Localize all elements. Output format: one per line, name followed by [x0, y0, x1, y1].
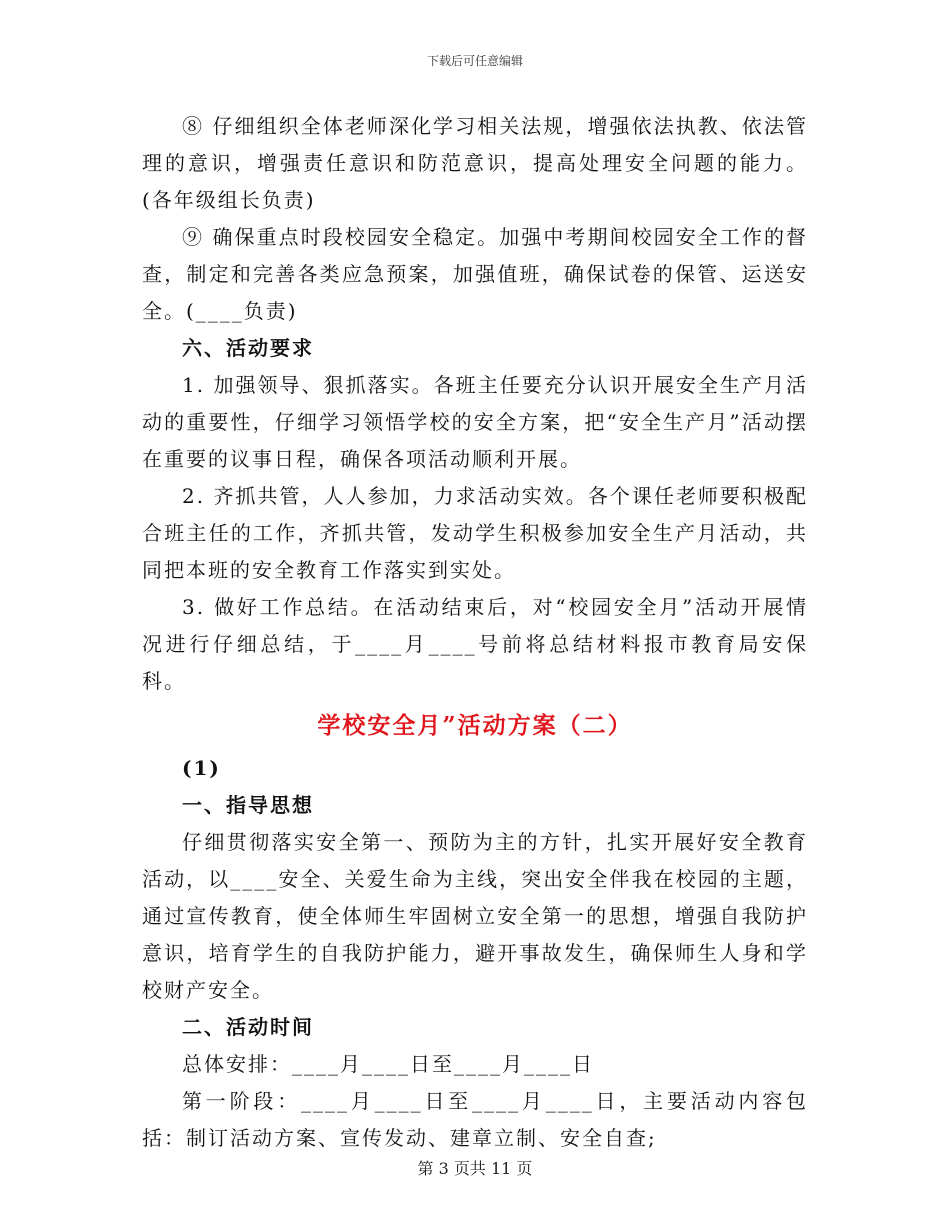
requirement-1: 1. 加强领导、狠抓落实。各班主任要充分认识开展安全生产月活动的重要性，仔细学习领悟学校的安全方案，把“安全生产月”活动摆在重要的议事日程，确保各项活动顺利开展。: [142, 373, 808, 471]
section-heading-requirements: 六、活动要求: [182, 336, 314, 360]
paragraph-item-9: ⑨ 确保重点时段校园安全稳定。加强中考期间校园安全工作的督查，制定和完善各类应急预案，加强值班，确保试卷的保管、运送安全。(____负责): [142, 225, 808, 323]
requirement-2: 2. 齐抓共管，人人参加，力求活动实效。各个课任老师要积极配合班主任的工作，齐抓共管，发动学生积极参加安全生产月活动，共同把本班的安全教育工作落实到实处。: [142, 484, 808, 582]
requirement-3: 3. 做好工作总结。在活动结束后，对“校园安全月”活动开展情况进行仔细总结，于____月____号前将总结材料报市教育局安保科。: [142, 595, 808, 693]
paragraph-item-8: ⑧ 仔细组织全体老师深化学习相关法规，增强依法执教、依法管理的意识，增强责任意识和防范意识，提高处理安全问题的能力。(各年级组长负责): [142, 114, 808, 212]
schedule-overall: 总体安排：____月____日至____月____日: [182, 1052, 594, 1076]
schedule-phase-1: 第一阶段：____月____日至____月____日，主要活动内容包括：制订活动方案、宣传发动、建章立制、安全自查;: [142, 1089, 808, 1150]
document-body: [142, 108, 808, 1157]
document-title: 学校安全月”活动方案（二）: [317, 712, 633, 739]
section-heading-time: 二、活动时间: [182, 1015, 314, 1039]
guidance-paragraph: 仔细贯彻落实安全第一、预防为主的方针，扎实开展好安全教育活动，以____安全、关爱生命为主线，突出安全伴我在校园的主题，通过宣传教育，使全体师生牢固树立安全第一的思想，增强自我防护意识，培育学生的自我防护能力，避开事故发生，确保师生人身和学校财产安全。: [142, 830, 808, 1002]
page-footer: 第 3 页共 11 页: [417, 1159, 533, 1178]
section-heading-guidance: 一、指导思想: [182, 793, 314, 817]
section-number: (1): [182, 756, 221, 780]
page-header: 下载后可任意编辑: [426, 54, 523, 68]
